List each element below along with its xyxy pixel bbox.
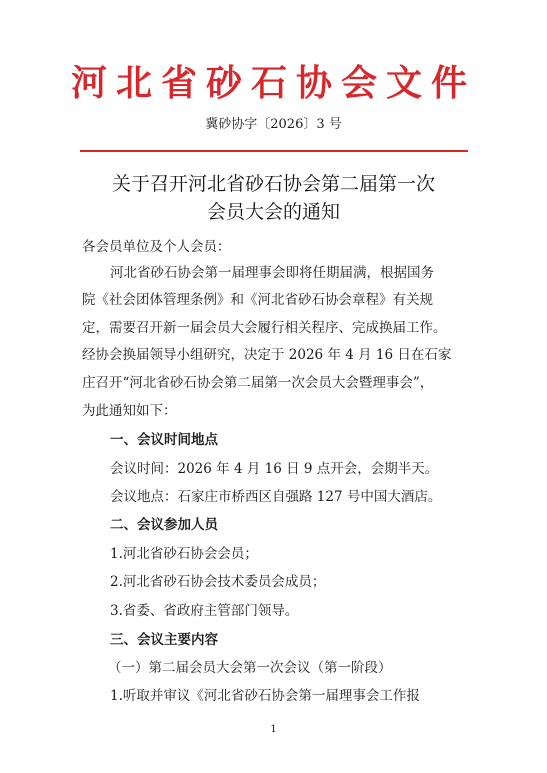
intro-line: 庄召开“河北省砂石协会第二届第一次会员大会暨理事会”， [82,375,434,391]
notice-title-line-2: 会员大会的通知 [206,201,340,223]
intro-line: 为此通知如下： [82,403,177,419]
section-heading: 三、会议主要内容 [110,632,218,648]
subsection-heading: （一）第二届会员大会第一次会议（第一阶段） [108,660,392,676]
document-header-title: 河北省砂石协会文件 [70,63,476,104]
intro-line: 河北省砂石协会第一届理事会即将任期届满，根据国务 [110,265,434,281]
section-heading: 一、会议时间地点 [110,432,218,448]
content-item: 1.听取并审议《河北省砂石协会第一届理事会工作报 [110,688,420,704]
attendee-item: 3.省委、省政府主管部门领导。 [110,603,299,619]
intro-line: 定，需要召开新一届会员大会履行相关程序、完成换届工作。 [82,320,447,336]
notice-title-line-1: 关于召开河北省砂石协会第二届第一次 [111,173,435,195]
salutation: 各会员单位及个人会员： [82,239,231,255]
document-number: 冀砂协字〔2026〕3 号 [205,117,342,132]
page-number: 1 [270,724,277,735]
intro-line: 经协会换届领导小组研究，决定于 2026 年 4 月 16 日在石家 [82,347,452,363]
attendee-item: 1.河北省砂石协会会员； [110,546,258,562]
attendee-item: 2.河北省砂石协会技术委员会成员； [110,574,326,590]
section-heading: 二、会议参加人员 [110,517,218,533]
meeting-place: 会议地点：石家庄市桥西区自强路 127 号中国大酒店。 [110,489,442,505]
intro-line: 院《社会团体管理条例》和《河北省砂石协会章程》有关规 [82,292,433,308]
meeting-time: 会议时间：2026 年 4 月 16 日 9 点开会，会期半天。 [110,461,439,477]
red-divider-rule [80,150,468,152]
